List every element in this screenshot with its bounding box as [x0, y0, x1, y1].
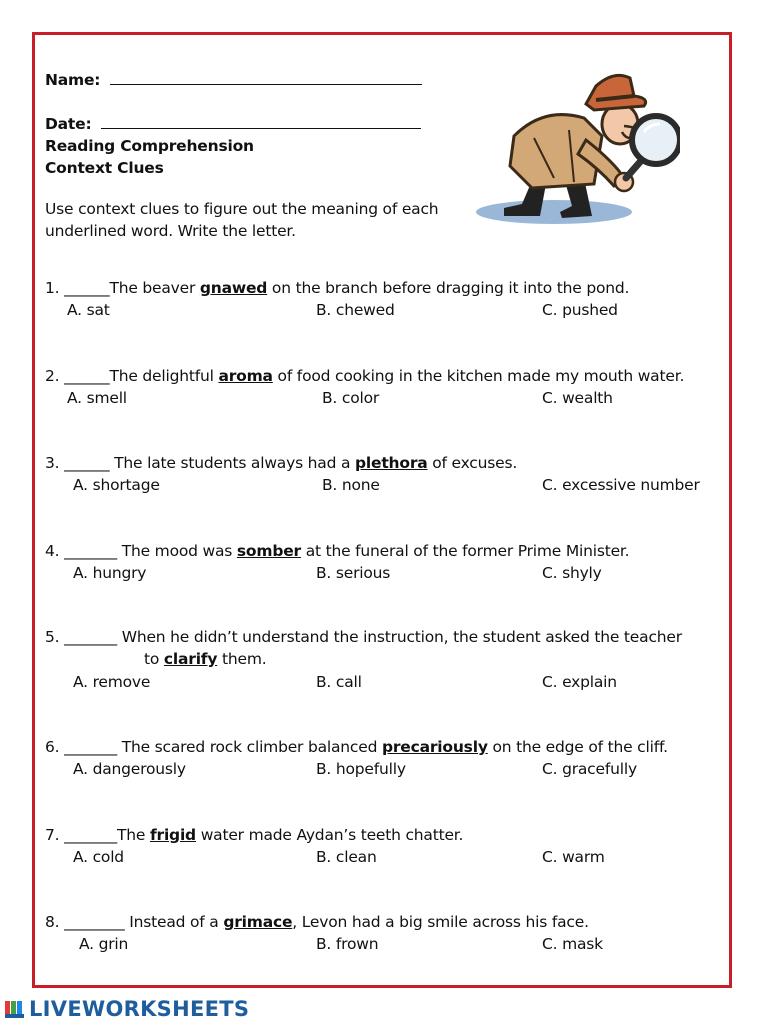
underlined-word: frigid — [149, 826, 196, 844]
answer-blank[interactable]: _______ — [64, 826, 117, 844]
date-label: Date: — [45, 115, 92, 133]
question-text: The delightful — [109, 367, 219, 385]
answer-option-a: A. remove — [73, 673, 151, 691]
question-7 — [45, 826, 463, 844]
underlined-word: gnawed — [199, 279, 268, 297]
answer-blank[interactable]: _______ — [64, 628, 117, 646]
answer-option-a: A. sat — [67, 301, 110, 319]
answer-option-a: A. grin — [79, 935, 129, 953]
underlined-word: clarify — [163, 650, 218, 668]
answer-option-b: B. none — [322, 476, 380, 494]
answer-option-c: C. wealth — [542, 389, 613, 407]
instructions-line-1: Use context clues to figure out the meaning of each — [45, 200, 439, 218]
question-text: The mood was — [116, 542, 237, 560]
answer-option-c: C. gracefully — [542, 760, 637, 778]
question-8 — [45, 913, 589, 931]
answer-option-a: A. hungry — [73, 564, 147, 582]
question-number: 5. — [45, 628, 60, 646]
detective-magnifier-icon — [474, 66, 680, 228]
answer-option-b: B. clean — [316, 848, 377, 866]
answer-option-a: A. smell — [67, 389, 127, 407]
worksheet-subtitle: Context Clues — [45, 159, 164, 177]
answer-option-c: C. explain — [542, 673, 617, 691]
question-5 — [45, 628, 682, 646]
answer-option-b: B. frown — [316, 935, 379, 953]
question-text: The — [116, 826, 150, 844]
underlined-word: aroma — [218, 367, 273, 385]
question-number: 1. — [45, 279, 60, 297]
underlined-word: grimace — [223, 913, 293, 931]
answer-option-b: B. color — [322, 389, 380, 407]
question-1 — [45, 279, 629, 297]
question-text: The beaver — [109, 279, 200, 297]
answer-blank[interactable]: ______ — [64, 454, 110, 472]
question-text-end: on the edge of the cliff. — [487, 738, 668, 756]
question-number: 8. — [45, 913, 60, 931]
underlined-word: somber — [236, 542, 301, 560]
question-2 — [45, 367, 684, 385]
worksheet-title: Reading Comprehension — [45, 137, 254, 155]
question-3 — [45, 454, 517, 472]
question-text: The scared rock climber balanced — [116, 738, 382, 756]
instructions-line-2: underlined word. Write the letter. — [45, 222, 296, 240]
question-number: 4. — [45, 542, 60, 560]
question-text: to — [144, 650, 164, 668]
name-label: Name: — [45, 71, 101, 89]
question-number: 6. — [45, 738, 60, 756]
answer-blank[interactable]: _______ — [64, 542, 117, 560]
question-4 — [45, 542, 629, 560]
answer-option-c: C. pushed — [542, 301, 618, 319]
answer-blank[interactable]: ________ — [64, 913, 125, 931]
underlined-word: precariously — [381, 738, 488, 756]
name-field — [45, 70, 422, 89]
question-5-continuation — [144, 650, 266, 668]
question-text-end: on the branch before dragging it into the pond. — [267, 279, 630, 297]
question-text-end: of excuses. — [427, 454, 518, 472]
answer-option-c: C. shyly — [542, 564, 602, 582]
question-text-end: of food cooking in the kitchen made my mouth water. — [272, 367, 685, 385]
question-text: When he didn’t understand the instruction, the student asked the teacher — [116, 628, 682, 646]
date-field — [45, 114, 421, 133]
answer-option-b: B. chewed — [316, 301, 395, 319]
question-text-end: them. — [217, 650, 267, 668]
answer-blank[interactable]: ______ — [64, 367, 110, 385]
answer-option-a: A. dangerously — [73, 760, 186, 778]
answer-option-b: B. call — [316, 673, 362, 691]
answer-option-b: B. serious — [316, 564, 391, 582]
answer-option-b: B. hopefully — [316, 760, 406, 778]
answer-option-a: A. shortage — [73, 476, 160, 494]
question-text: Instead of a — [124, 913, 224, 931]
answer-option-c: C. excessive number — [542, 476, 700, 494]
name-blank[interactable] — [110, 70, 422, 85]
answer-blank[interactable]: _______ — [64, 738, 117, 756]
liveworksheets-logo — [4, 996, 249, 1022]
liveworksheets-brand: LIVEWORKSHEETS — [29, 997, 250, 1021]
question-number: 3. — [45, 454, 60, 472]
question-number: 7. — [45, 826, 60, 844]
underlined-word: plethora — [355, 454, 428, 472]
date-blank[interactable] — [101, 114, 421, 129]
answer-option-c: C. warm — [542, 848, 605, 866]
question-text: The late students always had a — [109, 454, 355, 472]
answer-option-a: A. cold — [73, 848, 124, 866]
question-text-end: , Levon had a big smile across his face. — [292, 913, 589, 931]
question-text-end: water made Aydan’s teeth chatter. — [195, 826, 464, 844]
liveworksheets-logo-icon — [4, 998, 26, 1020]
question-number: 2. — [45, 367, 60, 385]
answer-option-c: C. mask — [542, 935, 603, 953]
question-6 — [45, 738, 668, 756]
answer-blank[interactable]: ______ — [64, 279, 110, 297]
question-text-end: at the funeral of the former Prime Minister. — [300, 542, 630, 560]
